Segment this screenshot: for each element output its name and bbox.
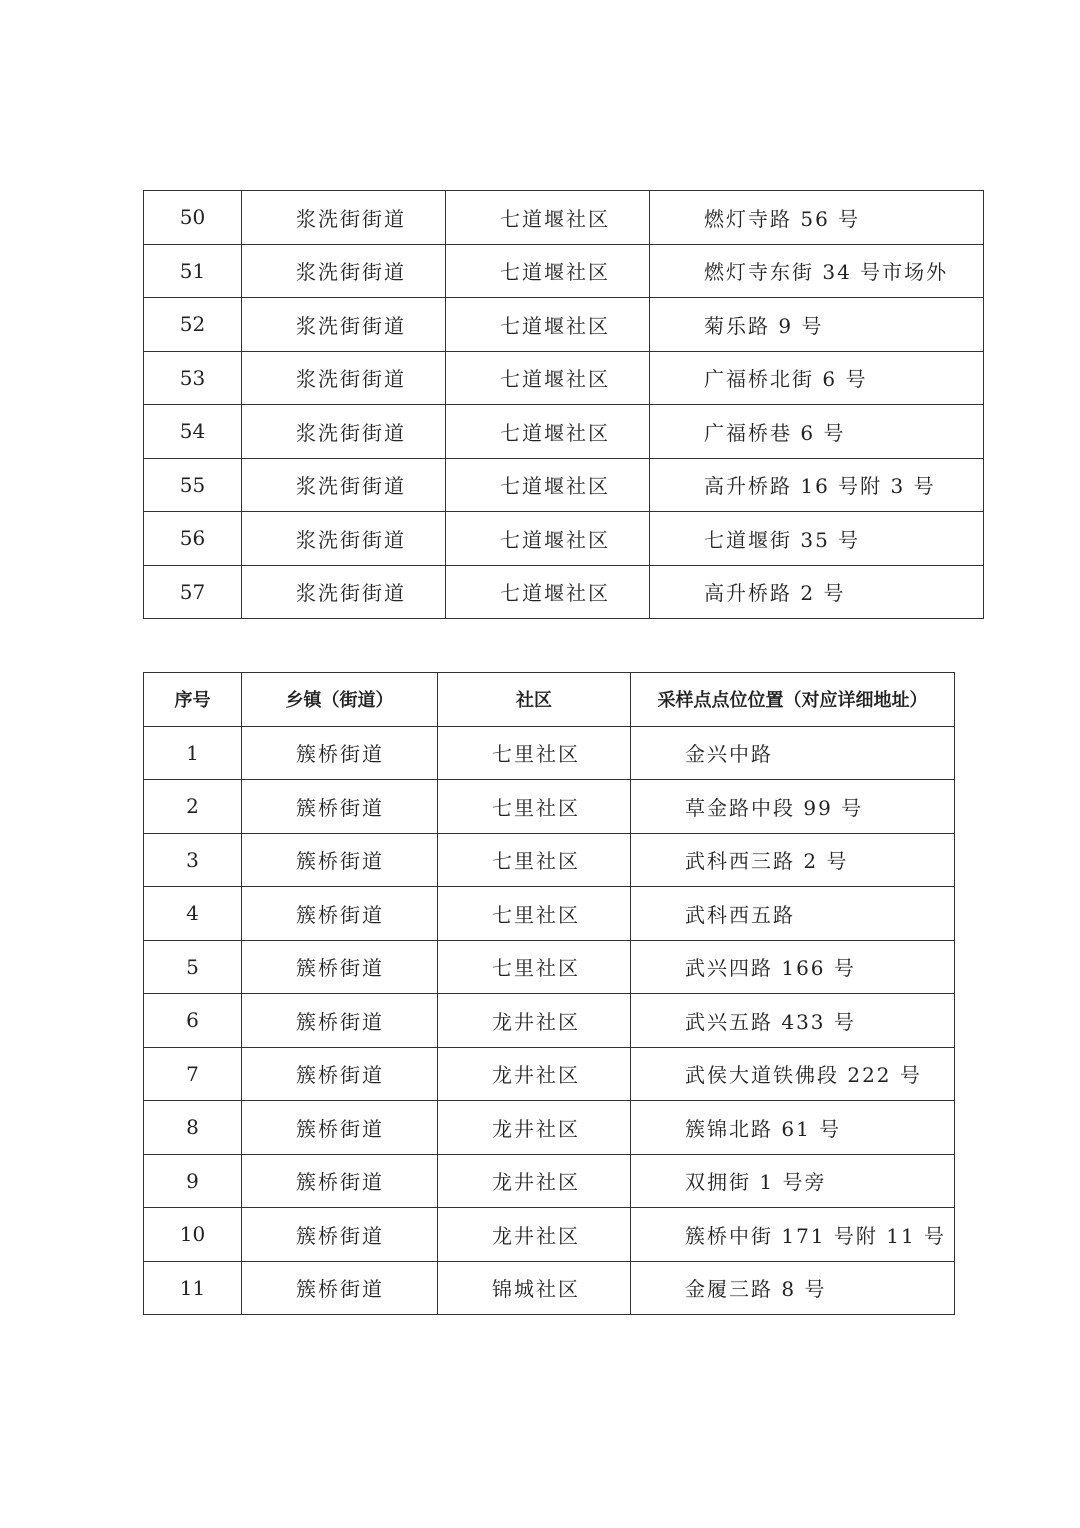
cell-no: 52 bbox=[144, 298, 242, 352]
cell-no: 53 bbox=[144, 351, 242, 405]
table-row bbox=[144, 940, 955, 994]
cell-no: 8 bbox=[144, 1101, 242, 1155]
cell-address: 簇桥中街 171 号附 11 号 bbox=[631, 1208, 955, 1262]
cell-community: 七道堰社区 bbox=[446, 405, 650, 459]
cell-community: 七道堰社区 bbox=[446, 244, 650, 298]
cell-no: 7 bbox=[144, 1047, 242, 1101]
cell-no: 56 bbox=[144, 512, 242, 566]
table-row bbox=[144, 1154, 955, 1208]
cell-community: 七道堰社区 bbox=[446, 458, 650, 512]
cell-address: 双拥街 1 号旁 bbox=[631, 1154, 955, 1208]
cell-community: 龙井社区 bbox=[438, 1101, 631, 1155]
cell-address: 高升桥路 2 号 bbox=[650, 565, 984, 619]
table-row bbox=[144, 1047, 955, 1101]
cell-community: 七道堰社区 bbox=[446, 512, 650, 566]
table-header-row bbox=[144, 673, 955, 727]
cell-town: 簇桥街道 bbox=[242, 887, 438, 941]
cell-community: 七里社区 bbox=[438, 780, 631, 834]
cell-town: 浆洗街街道 bbox=[242, 458, 446, 512]
sampling-table-continued bbox=[143, 190, 984, 619]
cell-address: 草金路中段 99 号 bbox=[631, 780, 955, 834]
cell-no: 5 bbox=[144, 940, 242, 994]
table-row bbox=[144, 458, 984, 512]
cell-address: 菊乐路 9 号 bbox=[650, 298, 984, 352]
cell-address: 簇锦北路 61 号 bbox=[631, 1101, 955, 1155]
sampling-table-cuqiao bbox=[143, 672, 955, 1315]
header-town: 乡镇（街道） bbox=[242, 673, 438, 727]
header-no: 序号 bbox=[144, 673, 242, 727]
header-address: 采样点点位位置（对应详细地址） bbox=[631, 673, 955, 727]
table-row bbox=[144, 191, 984, 245]
cell-community: 龙井社区 bbox=[438, 1154, 631, 1208]
cell-no: 6 bbox=[144, 994, 242, 1048]
cell-address: 武科西五路 bbox=[631, 887, 955, 941]
cell-town: 浆洗街街道 bbox=[242, 244, 446, 298]
cell-town: 簇桥街道 bbox=[242, 833, 438, 887]
header-community: 社区 bbox=[438, 673, 631, 727]
cell-community: 七里社区 bbox=[438, 833, 631, 887]
table-row bbox=[144, 405, 984, 459]
cell-town: 簇桥街道 bbox=[242, 780, 438, 834]
cell-address: 武兴四路 166 号 bbox=[631, 940, 955, 994]
cell-community: 锦城社区 bbox=[438, 1261, 631, 1315]
table-row bbox=[144, 298, 984, 352]
cell-town: 浆洗街街道 bbox=[242, 405, 446, 459]
cell-no: 10 bbox=[144, 1208, 242, 1262]
cell-no: 4 bbox=[144, 887, 242, 941]
cell-community: 七道堰社区 bbox=[446, 565, 650, 619]
cell-town: 浆洗街街道 bbox=[242, 565, 446, 619]
cell-town: 簇桥街道 bbox=[242, 1154, 438, 1208]
table-row bbox=[144, 351, 984, 405]
table-row bbox=[144, 1101, 955, 1155]
cell-community: 七道堰社区 bbox=[446, 298, 650, 352]
cell-address: 广福桥巷 6 号 bbox=[650, 405, 984, 459]
cell-town: 簇桥街道 bbox=[242, 1047, 438, 1101]
cell-community: 龙井社区 bbox=[438, 1047, 631, 1101]
table-row bbox=[144, 512, 984, 566]
table-row bbox=[144, 1261, 955, 1315]
cell-town: 簇桥街道 bbox=[242, 1261, 438, 1315]
cell-town: 簇桥街道 bbox=[242, 1208, 438, 1262]
cell-town: 浆洗街街道 bbox=[242, 351, 446, 405]
table-row bbox=[144, 994, 955, 1048]
cell-community: 七里社区 bbox=[438, 940, 631, 994]
cell-no: 55 bbox=[144, 458, 242, 512]
cell-no: 51 bbox=[144, 244, 242, 298]
table-row bbox=[144, 726, 955, 780]
cell-community: 七道堰社区 bbox=[446, 191, 650, 245]
cell-address: 广福桥北街 6 号 bbox=[650, 351, 984, 405]
cell-community: 龙井社区 bbox=[438, 994, 631, 1048]
cell-no: 50 bbox=[144, 191, 242, 245]
cell-address: 高升桥路 16 号附 3 号 bbox=[650, 458, 984, 512]
cell-town: 浆洗街街道 bbox=[242, 191, 446, 245]
table-row bbox=[144, 1208, 955, 1262]
cell-town: 簇桥街道 bbox=[242, 940, 438, 994]
cell-no: 1 bbox=[144, 726, 242, 780]
cell-community: 七道堰社区 bbox=[446, 351, 650, 405]
cell-town: 簇桥街道 bbox=[242, 726, 438, 780]
cell-no: 11 bbox=[144, 1261, 242, 1315]
cell-no: 9 bbox=[144, 1154, 242, 1208]
cell-town: 簇桥街道 bbox=[242, 994, 438, 1048]
cell-address: 金兴中路 bbox=[631, 726, 955, 780]
cell-town: 簇桥街道 bbox=[242, 1101, 438, 1155]
cell-community: 七里社区 bbox=[438, 726, 631, 780]
cell-address: 七道堰街 35 号 bbox=[650, 512, 984, 566]
table-row bbox=[144, 780, 955, 834]
cell-community: 七里社区 bbox=[438, 887, 631, 941]
cell-address: 燃灯寺东街 34 号市场外 bbox=[650, 244, 984, 298]
cell-town: 浆洗街街道 bbox=[242, 512, 446, 566]
cell-address: 武兴五路 433 号 bbox=[631, 994, 955, 1048]
cell-no: 2 bbox=[144, 780, 242, 834]
cell-community: 龙井社区 bbox=[438, 1208, 631, 1262]
table-row bbox=[144, 833, 955, 887]
cell-no: 3 bbox=[144, 833, 242, 887]
cell-no: 54 bbox=[144, 405, 242, 459]
table-row bbox=[144, 565, 984, 619]
cell-town: 浆洗街街道 bbox=[242, 298, 446, 352]
cell-address: 武侯大道铁佛段 222 号 bbox=[631, 1047, 955, 1101]
table-row bbox=[144, 244, 984, 298]
table-row bbox=[144, 887, 955, 941]
cell-no: 57 bbox=[144, 565, 242, 619]
cell-address: 武科西三路 2 号 bbox=[631, 833, 955, 887]
cell-address: 金履三路 8 号 bbox=[631, 1261, 955, 1315]
cell-address: 燃灯寺路 56 号 bbox=[650, 191, 984, 245]
